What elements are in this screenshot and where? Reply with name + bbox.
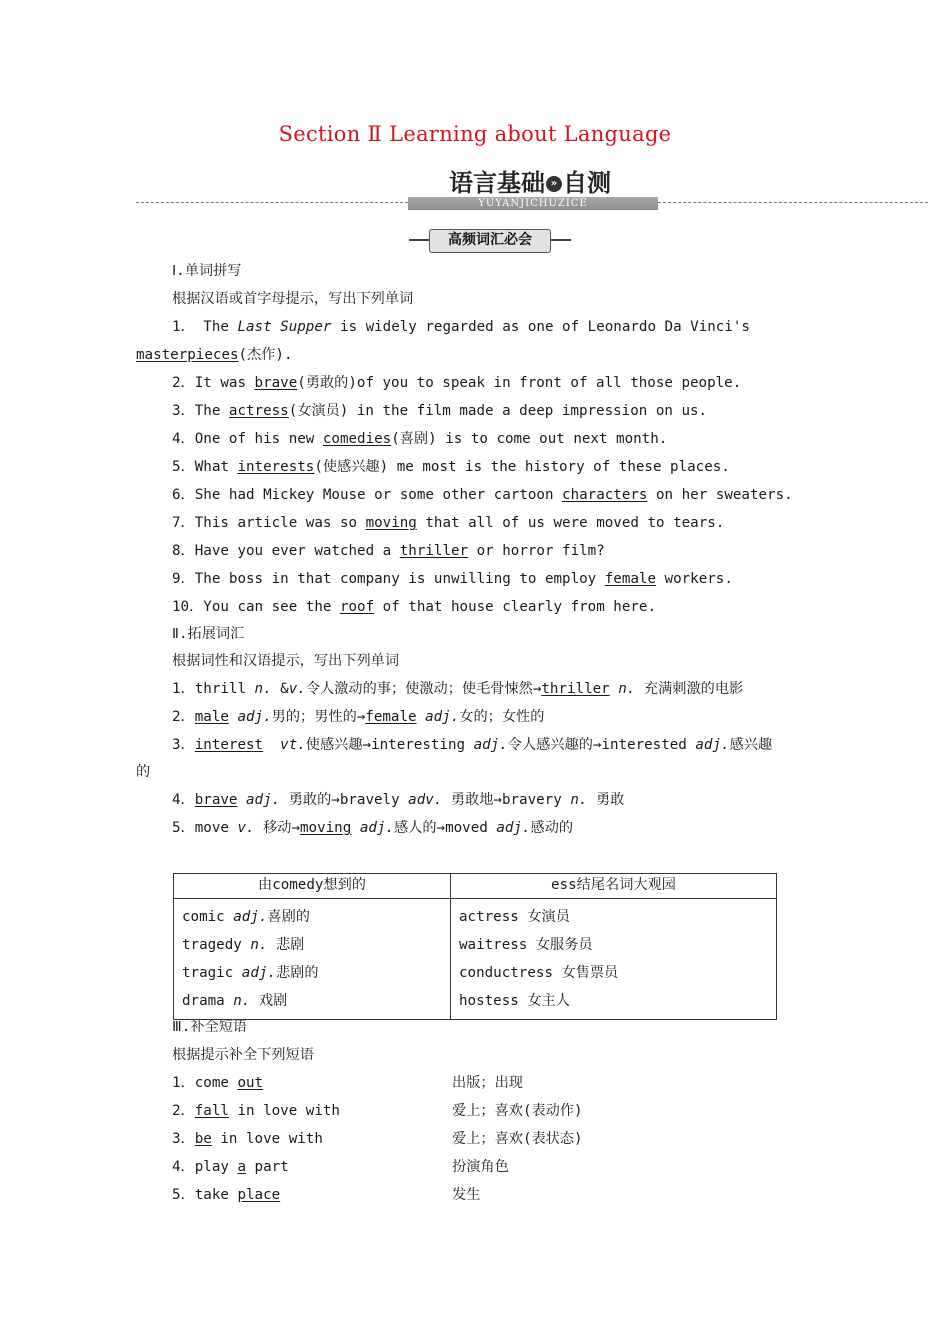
phrase-meaning: 出版；出现 (452, 1075, 523, 1091)
q-text: & (271, 681, 289, 697)
part2-q3-line2: 的 (136, 764, 151, 780)
part-of-speech: adj. (237, 709, 272, 725)
part2-instruction: 根据词性和汉语提示，写出下列单词 (172, 653, 400, 669)
q-text: in love with (211, 1131, 323, 1147)
phrase-meaning: 爱上；喜欢(表动作) (452, 1103, 583, 1119)
part2-q1 (172, 679, 743, 699)
answer: actress (228, 403, 289, 419)
table-header-row (174, 874, 777, 899)
q-text: 感兴趣 (729, 737, 773, 753)
part1-q1-line1 (172, 317, 750, 337)
part3-instruction: 根据提示补全下列短语 (172, 1047, 314, 1063)
q-number: 10． (172, 599, 204, 615)
part1-q2 (172, 373, 741, 393)
list-item: actress 女演员 (459, 909, 570, 925)
answer: male (194, 709, 229, 725)
part-of-speech: v. (237, 820, 255, 836)
q-number: 5． (172, 1187, 195, 1203)
phrase-meaning: 扮演角色 (452, 1159, 509, 1175)
q-text: It was (194, 375, 255, 391)
q-text: or horror film? (468, 543, 605, 559)
banner-pinyin: YUYANJICHUZICE (408, 197, 658, 210)
part1-q6 (172, 485, 793, 505)
part-of-speech: adj. (695, 737, 730, 753)
answer: masterpieces (136, 347, 239, 363)
meaning: 戏剧 (250, 993, 288, 1009)
part-of-speech: n. (250, 937, 268, 953)
answer: female (604, 571, 656, 587)
phrase-item (172, 1101, 340, 1121)
q-number: 5． (172, 459, 195, 475)
part-of-speech: adv. (408, 792, 443, 808)
list-item (182, 931, 442, 959)
q-text: (喜剧) is to come out next month. (391, 431, 668, 447)
q-number: 9． (172, 571, 195, 587)
q-text: in love with (228, 1103, 340, 1119)
table-header-cell: 由comedy想到的 (174, 874, 451, 899)
subheader-bar-right (551, 239, 571, 241)
q-text: play (194, 1159, 238, 1175)
phrase-meaning: 爱上；喜欢(表状态) (452, 1131, 583, 1147)
q-text: is widely regarded as one of Leonardo Da Vinci's (339, 319, 750, 335)
part2-q2 (172, 707, 544, 727)
meaning: 悲剧的 (275, 965, 319, 981)
q-number: 1． (172, 681, 195, 697)
answer: brave (194, 792, 238, 808)
q-text: (勇敢的)of you to speak in front of all those people. (297, 375, 742, 391)
q-text: (女演员) in the film made a deep impression on us. (288, 403, 708, 419)
part2-q5 (172, 818, 573, 838)
q-text: Have you ever watched a (194, 543, 400, 559)
answer: brave (254, 375, 298, 391)
q-number: 4． (172, 1159, 195, 1175)
list-item (182, 987, 442, 1015)
part-of-speech: v. (288, 681, 306, 697)
part2-q3-line1 (172, 735, 772, 755)
answer: roof (339, 599, 375, 615)
part-of-speech: adj. (425, 709, 460, 725)
part-of-speech: vt. (280, 737, 306, 753)
vocab-subheader (409, 229, 571, 251)
part-of-speech: adj. (246, 792, 281, 808)
banner-divider-left (136, 202, 408, 203)
subheader-label: 高频词汇必会 (429, 229, 551, 253)
q-number: 3． (172, 1131, 195, 1147)
part-of-speech: adj. (359, 820, 394, 836)
answer: be (194, 1131, 212, 1147)
q-text: (使感兴趣) me most is the history of these places. (314, 459, 730, 475)
part1-instruction: 根据汉语或首字母提示，写出下列单词 (172, 291, 414, 307)
part1-q7 (172, 513, 724, 533)
list-item (182, 903, 442, 931)
word: tragic (182, 965, 242, 981)
q-text: on her sweaters. (647, 487, 793, 503)
answer: comedies (322, 431, 392, 447)
meaning: 喜剧的 (267, 909, 310, 925)
q-number: 4． (172, 792, 195, 808)
table-cell-comedy-words (174, 899, 451, 1020)
q-text: This article was so (194, 515, 366, 531)
q-text: thrill (194, 681, 255, 697)
q-number: 6． (172, 487, 195, 503)
part2-q4 (172, 790, 624, 810)
answer: interests (237, 459, 315, 475)
part1-q1-line2 (136, 345, 293, 365)
answer: moving (365, 515, 417, 531)
q-text: workers. (655, 571, 733, 587)
q-number: 2． (172, 709, 195, 725)
q-number: 1． (172, 1075, 195, 1091)
part-of-speech: n. (233, 993, 251, 1009)
part-of-speech: adj. (496, 820, 531, 836)
part1-q10 (172, 597, 656, 617)
answer: moving (300, 820, 352, 836)
list-item: hostess 女主人 (459, 993, 570, 1009)
q-title-italic: Last Supper (237, 319, 332, 335)
answer: characters (562, 487, 648, 503)
answer: thriller (541, 681, 610, 697)
word-family-table (173, 873, 777, 1020)
q-text: You can see the (203, 599, 340, 615)
q-number: 2． (172, 1103, 195, 1119)
word: drama (182, 993, 234, 1009)
q-number: 3． (172, 737, 195, 753)
q-text: 充满刺激的电影 (635, 681, 744, 697)
part1-q8 (172, 541, 605, 561)
table-header-cell: ess结尾名词大观园 (451, 874, 777, 899)
q-text: 移动→ (254, 820, 301, 836)
part1-q5 (172, 457, 730, 477)
q-text: The boss in that company is unwilling to employ (194, 571, 605, 587)
q-text: 勇敢的→bravely (280, 792, 409, 808)
q-number: 4． (172, 431, 195, 447)
q-text: 感人的→moved (393, 820, 497, 836)
word: tragedy (182, 937, 251, 953)
part1-q4 (172, 429, 667, 449)
q-text: part (246, 1159, 289, 1175)
q-text: 使感兴趣→interesting (305, 737, 474, 753)
q-text: (杰作). (238, 347, 293, 363)
phrase-item (172, 1185, 280, 1205)
banner-right-text: 自测 (563, 169, 611, 197)
phrase-item (172, 1157, 289, 1177)
answer: place (237, 1187, 281, 1203)
q-number: 2． (172, 375, 195, 391)
table-row (174, 899, 777, 1020)
q-text: The (203, 319, 229, 335)
q-text: 勇敢地→bravery (442, 792, 571, 808)
answer: female (365, 709, 417, 725)
phrase-item (172, 1073, 263, 1093)
q-text: 勇敢 (587, 792, 625, 808)
part1-q9 (172, 569, 733, 589)
part-of-speech: adj. (473, 737, 508, 753)
q-text: One of his new (194, 431, 323, 447)
answer: a (237, 1159, 246, 1175)
q-text: move (194, 820, 238, 836)
phrase-item (172, 1129, 323, 1149)
part-of-speech: n. (618, 681, 636, 697)
answer: thriller (399, 543, 469, 559)
q-text: 感动的 (530, 820, 574, 836)
list-item: waitress 女服务员 (459, 937, 593, 953)
q-number: 5． (172, 820, 195, 836)
q-text: that all of us were moved to tears. (416, 515, 725, 531)
chevron-right-icon: » (546, 176, 562, 192)
q-text: 令人感兴趣的→interested (507, 737, 696, 753)
part-of-speech: adj. (233, 909, 268, 925)
meaning: 悲剧 (267, 937, 305, 953)
part1-heading: Ⅰ.单词拼写 (172, 263, 242, 279)
q-number: 1． (172, 319, 195, 335)
phrase-meaning: 发生 (452, 1187, 481, 1203)
part-of-speech: n. (570, 792, 588, 808)
part-of-speech: adj. (241, 965, 276, 981)
banner-left-text: 语言基础 (449, 169, 545, 197)
q-text: She had Mickey Mouse or some other cartoon (194, 487, 563, 503)
part-of-speech: n. (254, 681, 272, 697)
list-item: conductress 女售票员 (459, 965, 619, 981)
q-number: 8． (172, 543, 195, 559)
part2-heading: Ⅱ.拓展词汇 (172, 626, 245, 642)
q-text: 令人激动的事；使激动；使毛骨悚然→ (305, 681, 542, 697)
subheader-bar-left (409, 239, 429, 241)
q-text: 女的；女性的 (459, 709, 545, 725)
answer: out (237, 1075, 264, 1091)
answer: fall (194, 1103, 229, 1119)
list-item (182, 959, 442, 987)
q-text: 男的；男性的→ (271, 709, 366, 725)
word: comic (182, 909, 234, 925)
table-cell-ess-words (451, 899, 777, 1020)
q-text: take (194, 1187, 238, 1203)
q-text (610, 681, 619, 697)
answer: interest (194, 737, 264, 753)
part3-heading: Ⅲ.补全短语 (172, 1019, 248, 1035)
q-number: 7． (172, 515, 195, 531)
part1-q3 (172, 401, 707, 421)
q-number: 3． (172, 403, 195, 419)
q-text: of that house clearly from here. (374, 599, 656, 615)
q-text: What (194, 459, 238, 475)
q-text: come (194, 1075, 238, 1091)
section-title: Section Ⅱ Learning about Language (278, 122, 672, 146)
q-text: The (194, 403, 229, 419)
section-banner (430, 163, 630, 198)
banner-divider-right (658, 202, 928, 203)
